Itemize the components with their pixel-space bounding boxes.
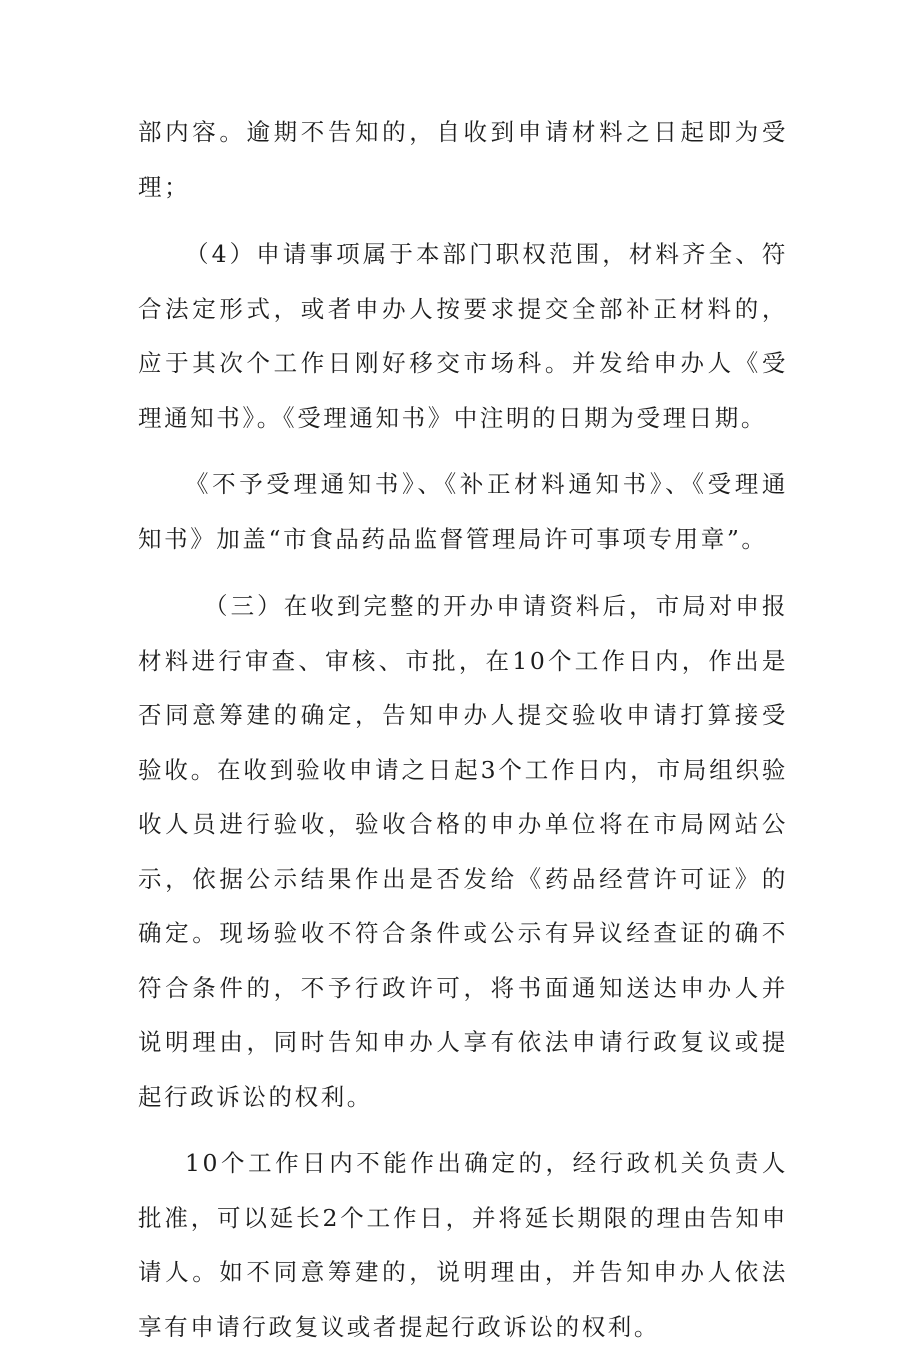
paragraph-extension: 10个工作日内不能作出确定的，经行政机关负责人批准，可以延长2个工作日，并将延长期限的理由告知申请人。如不同意筹建的，说明理由，并告知申办人依法享有申请行政复议或者提起行政诉讼的权利。 [138,1149,788,1341]
paragraph-section-3: （三）在收到完整的开办申请资料后，市局对申报材料进行审查、审核、市批，在10个工作日内，作出是否同意筹建的确定，告知申办人提交验收申请打算接受验收。在收到验收申请之日起3个工作日内，市局组织验收人员进行验收，验收合格的申办单位将在市局网站公示，依据公示结果作出是否发给《药品经营许可证》的确定。现场验收不符合条件或公示有异议经查证的确不符合条件的，不予行政许可，将书面通知送达申办人并说明理由，同时告知申办人享有依法申请行政复议或提起行政诉讼的权利。 [138,592,788,1111]
paragraph-item-4: （4）申请事项属于本部门职权范围，材料齐全、符合法定形式，或者申办人按要求提交全部补正材料的，应于其次个工作日刚好移交市场科。并发给申办人《受理通知书》。《受理通知书》中注明的日期为受理日期。 [138,240,788,432]
document-body [138,105,788,1354]
paragraph-continuation: 部内容。逾期不告知的，自收到申请材料之日起即为受理； [138,118,788,201]
paragraph-seal-note: 《不予受理通知书》、《补正材料通知书》、《受理通知书》加盖“市食品药品监督管理局许可事项专用章”。 [138,470,788,553]
